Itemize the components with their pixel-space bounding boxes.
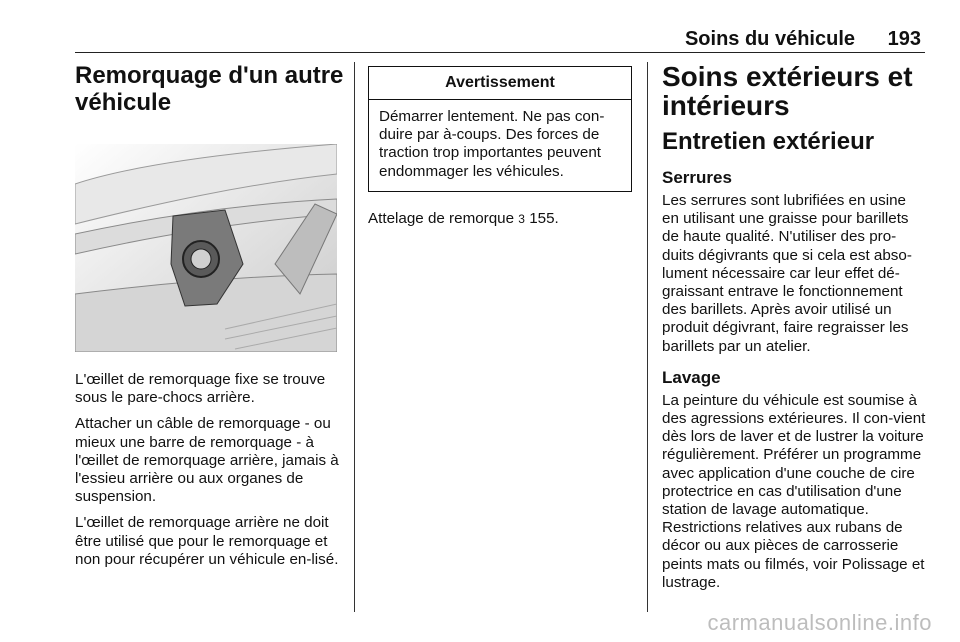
xref-page: 155. (529, 209, 559, 227)
column-divider-1 (354, 62, 355, 612)
column-left (75, 62, 345, 577)
column-divider-2 (647, 62, 648, 612)
page-number: 193 (887, 28, 921, 50)
cross-reference (368, 210, 632, 228)
warning-title: Avertissement (369, 67, 631, 100)
page-header (75, 22, 925, 53)
subsection-title-washing: Lavage (662, 367, 721, 387)
paragraph-2: Attacher un câble de remorquage - ou mieux une barre de remorquage - à l'œillet de remorquage arrière, jamais à l'essieu arrière ou aux organes de suspension. (75, 415, 339, 506)
subsection-text-washing: La peinture du véhicule est soumise à des agressions extérieures. Il con-vient dès lors de laver et de lustrer la voiture régulièrement. Préférer un programme avec application d'une couche de cire protectrice en cas d'utilisation d'une station de lavage automatique. Restrictions relatives aux rubans de décor ou aux pièces de carrosserie peints mats ou filmés, voir Polissage et lustrage. (662, 391, 926, 591)
xref-text: Attelage de remorque (368, 209, 515, 227)
warning-box (368, 66, 632, 192)
subsection-title-locks: Serrures (662, 168, 732, 187)
column-middle (368, 62, 632, 236)
chapter-title: Soins extérieurs et intérieurs (662, 61, 913, 121)
column-right (662, 62, 927, 600)
paragraph-1: L'œillet de remorquage fixe se trouve sous le pare-chocs arrière. (75, 371, 326, 407)
subsection-text-locks: Les serrures sont lubrifiées en usine en utilisant une graisse pour barillets de haute qualité. N'utiliser des pro-duits dégivrants que si cela est abso-lument nécessaire car leur effet dé-graissant entrave le fonctionnement des barillets. Après avoir utilisé un produit dégivrant, faire regraisser les barillets par un atelier. (662, 192, 912, 355)
running-title: Soins du véhicule (684, 28, 855, 50)
tow-eye-photo-icon (75, 144, 337, 352)
paragraph-3: L'œillet de remorquage arrière ne doit être utilisé que pour le remorquage et non pour récupérer un véhicule en-lisé. (75, 514, 339, 568)
warning-text: Démarrer lentement. Ne pas con-duire par à-coups. Des forces de traction trop importantes peuvent endommager les véhicules. (379, 108, 605, 180)
watermark: carmanualsonline.info (707, 610, 932, 635)
section-title-towing: Remorquage d'un autre véhicule (75, 62, 344, 116)
section-title-exterior: Entretien extérieur (662, 128, 875, 155)
xref-arrow-icon: 3 (518, 211, 525, 226)
